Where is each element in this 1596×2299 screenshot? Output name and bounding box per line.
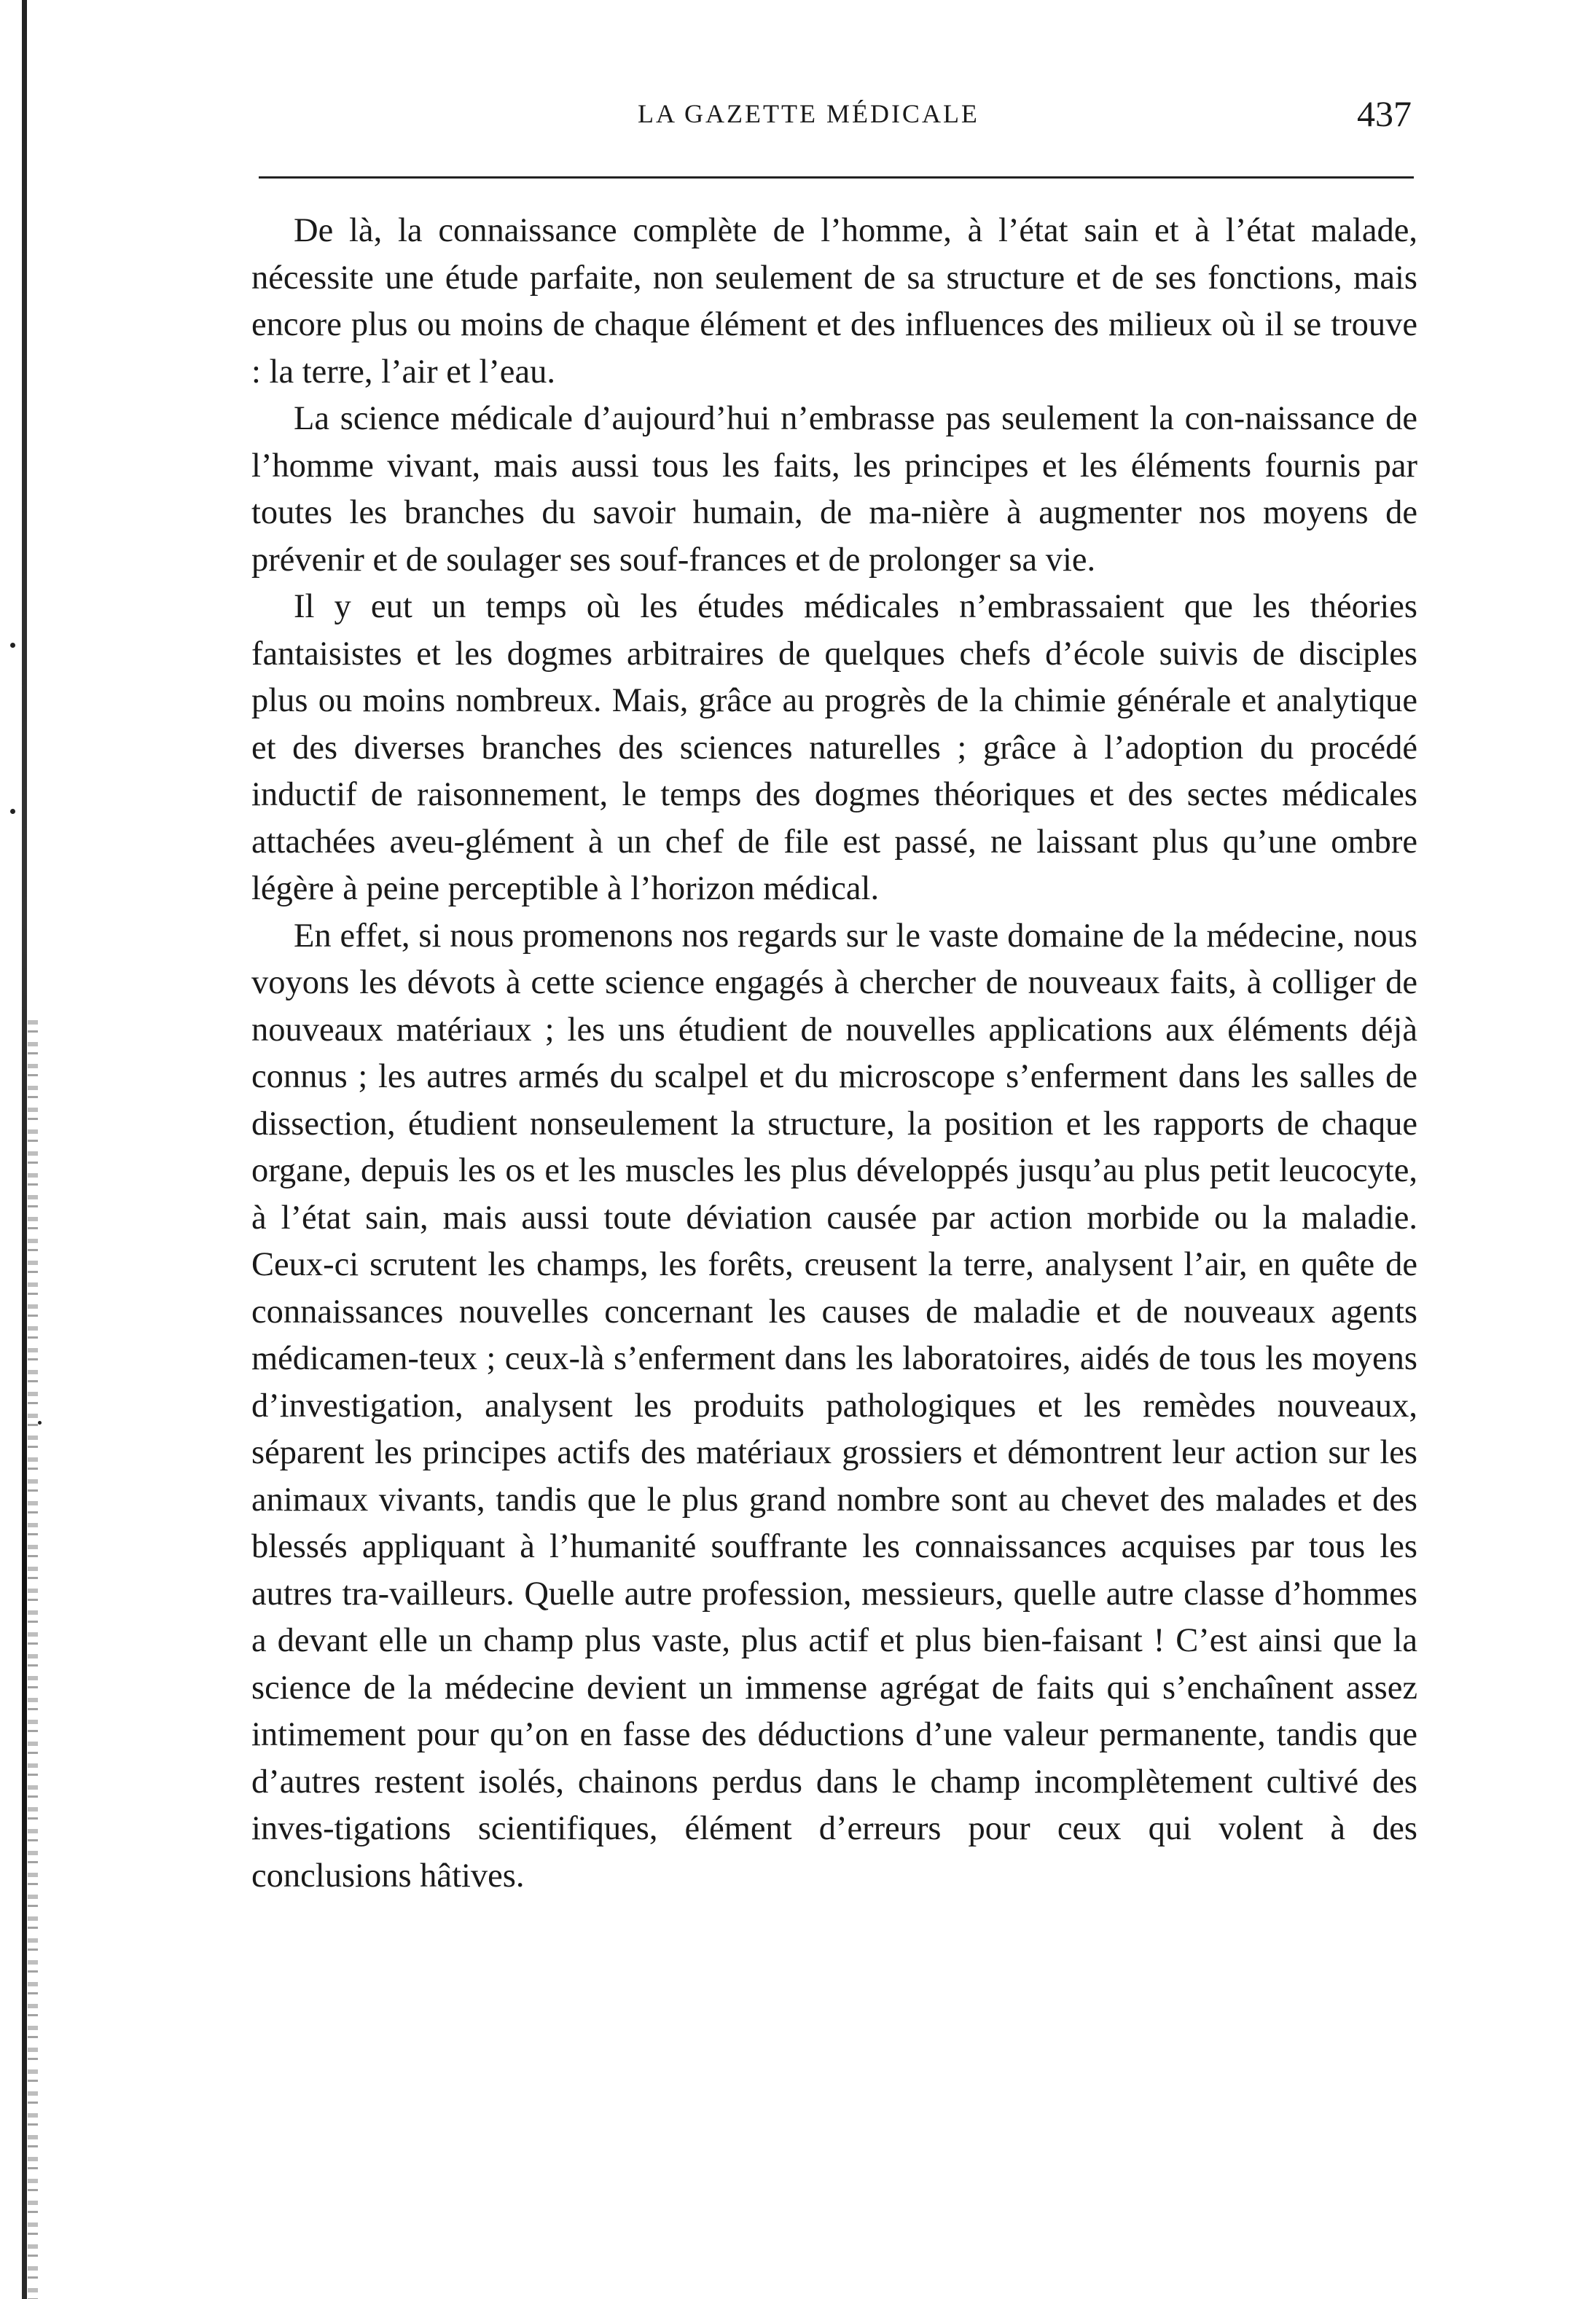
paragraph: De là, la connaissance complète de l’homme, à l’état sain et à l’état malade, nécessite une étude parfaite, non seulement de sa structure et de ses fonctions, mais encore plus ou moins de chaque élément et des influences des milieux où il se trouve : la terre, l’air et l’eau. — [251, 212, 1417, 391]
page-binding-edge — [22, 0, 27, 2299]
page-number: 437 — [1357, 93, 1412, 134]
ink-speck — [10, 809, 15, 814]
paragraph: La science médicale d’aujourd’hui n’embrasse pas seulement la con-naissance de l’homme vivant, mais aussi tous les faits, les principes et les éléments fournis par toutes les branches du savoir humain, de ma-nière à augmenter nos moyens de prévenir et de soulager ses souf-frances et de prolonger sa vie. — [251, 400, 1417, 579]
ink-speck — [10, 643, 15, 648]
ink-speck — [38, 1421, 42, 1425]
paragraph: En effet, si nous promenons nos regards sur le vaste domaine de la médecine, nous voyons les dévots à cette science engagés à chercher de nouveaux faits, à colliger de nouveaux matériaux ; les uns étudient de nouvelles applications aux éléments déjà connus ; les autres armés du scalpel et du microscope s’enferment dans les salles de dissection, étudient nonseulement la structure, la position et les rapports de chaque organe, depuis les os et les muscles les plus développés jusqu’au plus petit leucocyte, à l’état sain, mais aussi toute déviation causée par action morbide ou la maladie. Ceux-ci scrutent les champs, les forêts, creusent la terre, analysent l’air, en quête de connaissances nouvelles concernant les causes de maladie et de nouveaux agents médicamen-teux ; ceux-là s’enferment dans les laboratoires, aidés de tous les moyens d’investigation, analysent les produits pathologiques et les remèdes nouveaux, séparent les principes actifs des matériaux grossiers et démontrent leur action sur les animaux vivants, tandis que le plus grand nombre sont au chevet des malades et des blessés appliquant à l’humanité souffrante les connaissances acquises par tous les autres tra-vailleurs. Quelle autre profession, messieurs, quelle autre classe d’hommes a devant elle un champ plus vaste, plus actif et plus bien-faisant ! C’est ainsi que la science de la médecine devient un immense agrégat de faits qui s’enchaînent assez intimement pour qu’on en fasse des déductions d’une valeur permanente, tandis que d’autres restent isolés, chainons perdus dans le champ incomplètement cultivé des inves-tigations scientifiques, élément d’erreurs pour ceux qui volent à des conclusions hâtives. — [251, 917, 1417, 1895]
page-header — [259, 93, 1425, 142]
running-title: LA GAZETTE MÉDICALE — [638, 99, 979, 128]
paragraph: Il y eut un temps où les études médicales n’embrassaient que les théories fantaisistes et les dogmes arbitraires de quelques chefs d’école suivis de disciples plus ou moins nombreux. Mais, grâce au progrès de la chimie générale et analytique et des diverses branches des sciences naturelles ; grâce à l’adoption du procédé inductif de raisonnement, le temps des dogmes théoriques et des sectes médicales attachées aveu-glément à un chef de file est passé, ne laissant plus qu’une ombre légère à peine perceptible à l’horizon médical. — [251, 588, 1417, 907]
body-text — [251, 208, 1417, 1900]
header-rule — [259, 176, 1414, 179]
binding-shadow — [28, 1020, 38, 2299]
